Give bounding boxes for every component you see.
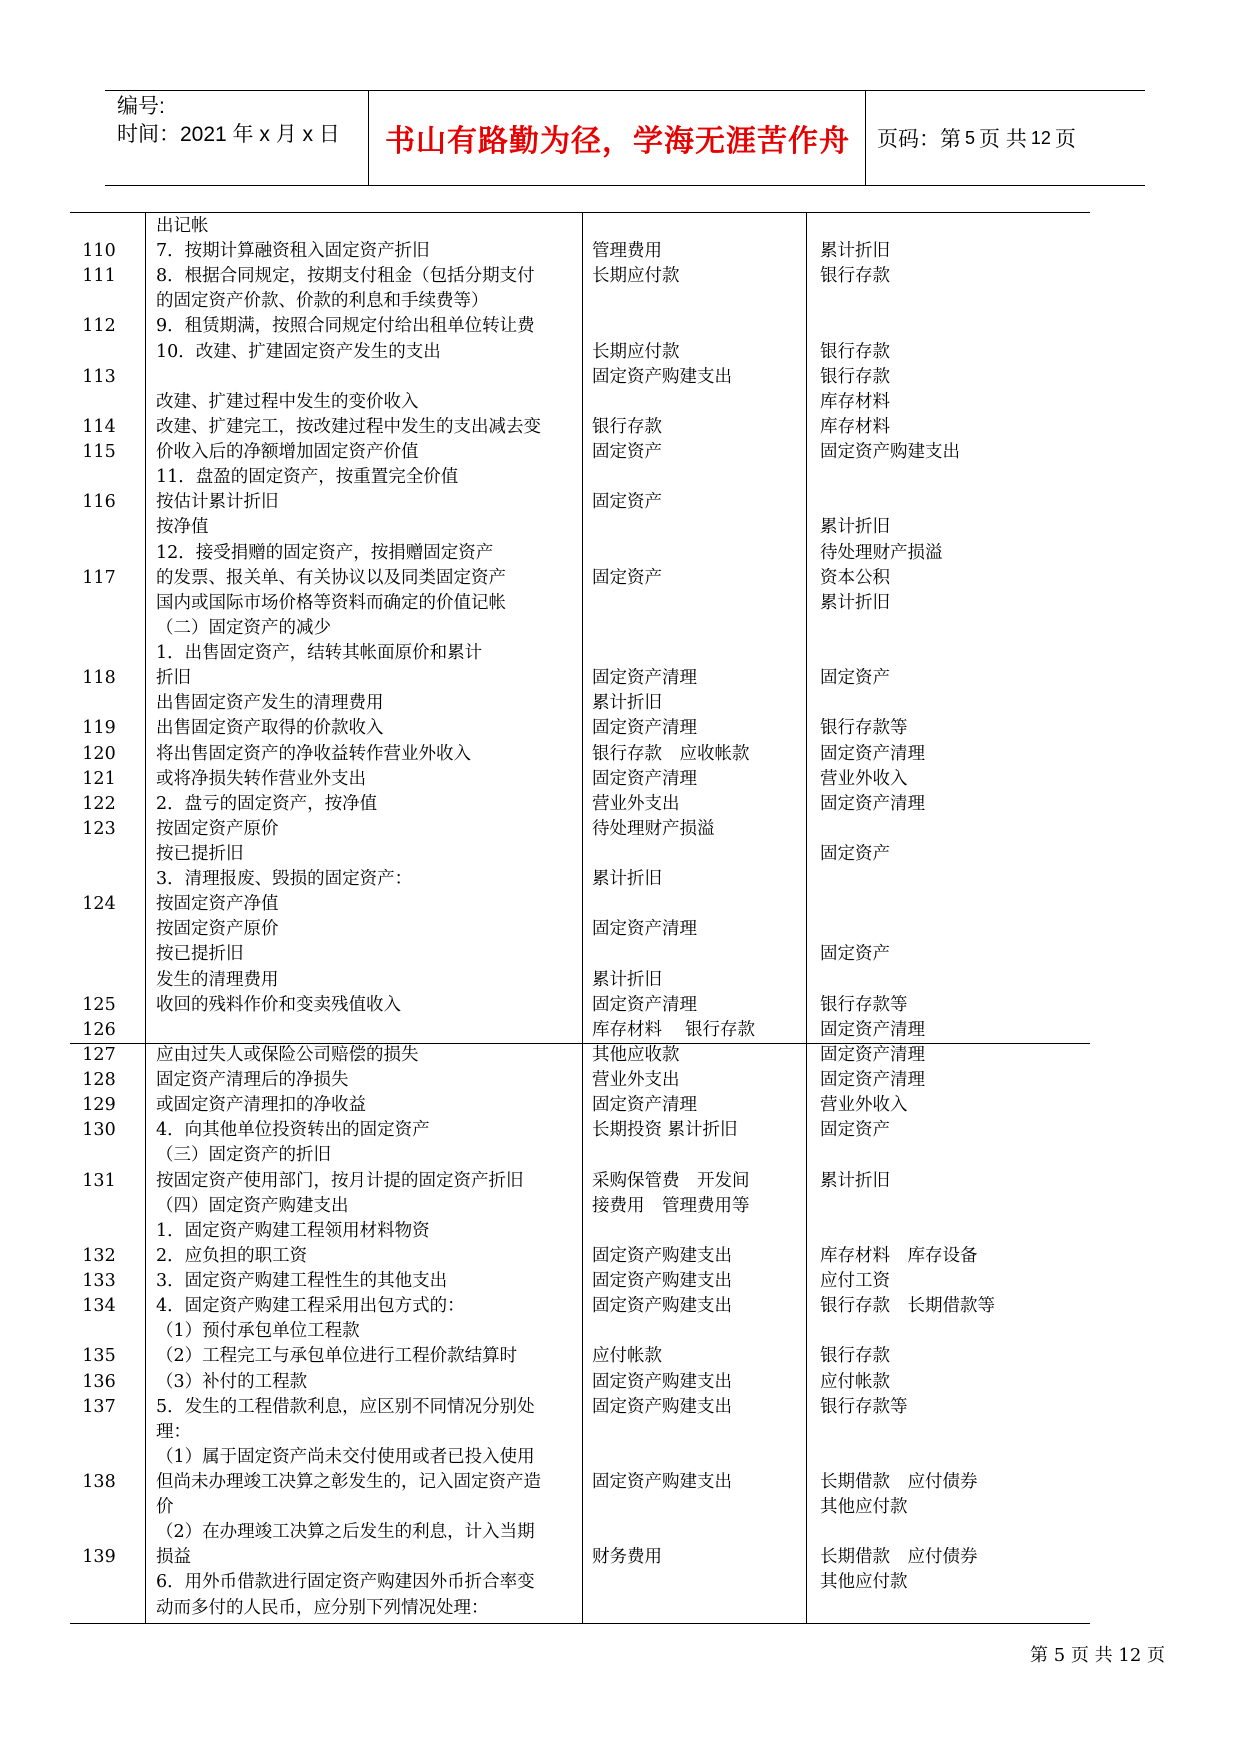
entry-number: 133 [82,1271,116,1292]
entry-debit-account: 其他应收款 [592,1044,680,1065]
entry-number: 110 [82,241,116,262]
header-left-block [117,93,340,149]
entry-description: 11．盘盈的固定资产，按重置完全价值 [156,467,459,488]
table-row [70,1596,1090,1621]
entry-number: 137 [82,1396,116,1417]
entry-description: 价 [156,1497,174,1518]
entry-description: 但尚未办理竣工决算之彰发生的，记入固定资产造 [156,1472,541,1492]
entry-description: （三）固定资产的折旧 [156,1145,331,1166]
page-footer [1030,1641,1165,1667]
entry-description: （2）工程完工与承包单位进行工程价款结算时 [156,1346,518,1367]
entry-credit-account: 库存材料 库存设备 [820,1245,978,1266]
page-mid: 页 共 [979,128,1027,151]
table-row [70,515,1090,540]
table-row [70,566,1090,591]
entry-debit-account: 固定资产 [592,442,662,463]
header-divider-left [368,91,369,185]
footer-mid: 页 共 [1070,1645,1113,1666]
entry-number: 121 [82,768,116,789]
entry-credit-account: 固定资产清理 [820,793,925,814]
table-row [70,1093,1090,1118]
table-row [70,1470,1090,1495]
entry-debit-account: 固定资产 [592,492,662,513]
entry-debit-account: 固定资产 [592,567,662,588]
table-row [70,792,1090,817]
entry-debit-account: 固定资产购建支出 [592,1296,732,1317]
entry-number: 116 [82,492,116,513]
entry-credit-account: 银行存款 [820,266,890,287]
entry-debit-account: 固定资产购建支出 [592,366,732,387]
page-header [105,90,1145,186]
entry-description: 出售固定资产取得的价款收入 [156,718,384,739]
table-row [70,1520,1090,1545]
entry-description: 按固定资产使用部门，按月计提的固定资产折旧 [156,1170,524,1191]
table-row [70,1118,1090,1143]
entry-credit-account: 固定资产清理 [820,1070,925,1091]
entry-credit-account: 银行存款 长期借款等 [820,1296,995,1317]
entry-debit-account: 固定资产清理 [592,668,697,689]
table-row [70,1018,1090,1043]
entry-debit-account: 财务费用 [592,1547,662,1568]
entry-description: 7．按期计算融资租入固定资产折旧 [156,241,430,262]
entry-description: 8．根据合同规定，按期支付租金（包括分期支付 [156,266,535,287]
entry-credit-account: 固定资产 [820,944,890,965]
table-row [70,1143,1090,1168]
table-row [70,716,1090,741]
entry-credit-account: 库存材料 [820,391,890,412]
table-row [70,1370,1090,1395]
entry-description: 的固定资产价款、价款的利息和手续费等） [156,291,489,312]
footer-suffix: 页 [1147,1645,1166,1666]
table-row [70,641,1090,666]
entry-debit-account: 营业外支出 [592,793,680,814]
table-row [70,264,1090,289]
table-row [70,1420,1090,1445]
entry-debit-account: 营业外支出 [592,1070,680,1091]
entry-description: 3．固定资产购建工程性生的其他支出 [156,1271,448,1292]
entry-credit-account: 其他应付款 [820,1572,908,1593]
entry-number: 113 [82,366,116,387]
header-page-info [877,91,1076,185]
entry-description: 国内或国际市场价格等资料而确定的价值记帐 [156,592,506,613]
entry-debit-account: 固定资产清理 [592,994,697,1015]
entry-description: 动而多付的人民币，应分别下列情况处理： [156,1597,489,1618]
table-row [70,867,1090,892]
header-motto: 书山有路勤为径，学海无涯苦作舟 [385,124,850,159]
entry-debit-account: 累计折旧 [592,969,662,990]
entry-description: 按固定资产原价 [156,818,279,839]
table-row [70,1068,1090,1093]
entry-description: 将出售固定资产的净收益转作营业外收入 [156,743,471,764]
table-row [70,842,1090,867]
table-row [70,365,1090,390]
table-row [70,490,1090,515]
entry-debit-account: 固定资产购建支出 [592,1472,732,1492]
journal-entries-table [70,212,1090,1624]
entry-credit-account: 营业外收入 [820,1095,908,1116]
entry-description: 5．发生的工程借款利息，应区别不同情况分别处 [156,1396,535,1417]
entry-debit-account: 管理费用 [592,241,662,262]
entry-number: 111 [82,266,116,287]
entry-description: 出售固定资产发生的清理费用 [156,693,384,714]
entry-debit-account: 固定资产购建支出 [592,1396,732,1417]
entry-credit-account: 累计折旧 [820,1170,890,1191]
entry-description: 按净值 [156,517,209,538]
table-row [70,214,1090,239]
entry-debit-account: 长期应付款 [592,266,680,287]
entry-description: 收回的残料作价和变卖残值收入 [156,994,401,1015]
table-row [70,666,1090,691]
entry-debit-account: 固定资产清理 [592,1095,697,1116]
table-row [70,691,1090,716]
entry-debit-account: 采购保管费 开发间 [592,1170,750,1191]
entry-number: 114 [82,416,116,437]
table-row [70,1319,1090,1344]
table-top-border [70,212,1090,213]
entry-credit-account: 库存材料 [820,416,890,437]
table-row [70,917,1090,942]
table-row [70,415,1090,440]
entry-credit-account: 累计折旧 [820,241,890,262]
table-bottom-border [70,1623,1090,1624]
entry-credit-account: 长期借款 应付债券 [820,1472,978,1492]
table-row [70,616,1090,641]
entry-credit-account: 固定资产清理 [820,743,925,764]
entry-description: 1．固定资产购建工程领用材料物资 [156,1220,430,1241]
entry-number: 135 [82,1346,116,1367]
entry-description: 价收入后的净额增加固定资产价值 [156,442,419,463]
entry-credit-account: 资本公积 [820,567,890,588]
entry-credit-account: 银行存款等 [820,718,908,739]
entry-number: 136 [82,1371,116,1392]
entry-description: 改建、扩建完工，按改建过程中发生的支出减去变 [156,416,541,437]
entry-debit-account: 固定资产购建支出 [592,1271,732,1292]
table-row [70,1344,1090,1369]
entry-description: 按已提折旧 [156,844,244,864]
entry-description: 折旧 [156,668,191,689]
entry-description: 改建、扩建过程中发生的变价收入 [156,391,419,412]
entry-number: 112 [82,316,116,337]
entry-debit-account: 累计折旧 [592,693,662,714]
entry-debit-account: 待处理财产损溢 [592,818,715,839]
entry-credit-account: 银行存款 [820,366,890,387]
entry-number: 124 [82,894,116,915]
entry-credit-account: 固定资产 [820,668,890,689]
entry-number: 134 [82,1296,116,1317]
entry-number: 131 [82,1170,116,1191]
entry-number: 123 [82,818,116,839]
entry-credit-account: 固定资产清理 [820,1044,925,1065]
entry-description: （1）预付承包单位工程款 [156,1321,360,1342]
table-row [70,465,1090,490]
entry-credit-account: 长期借款 应付债券 [820,1547,978,1568]
table-row [70,289,1090,314]
entry-description: 3．清理报废、毁损的固定资产： [156,869,413,890]
entry-description: 2．应负担的职工资 [156,1245,308,1266]
entry-number: 126 [82,1019,116,1040]
entry-number: 139 [82,1547,116,1568]
entry-credit-account: 其他应付款 [820,1497,908,1518]
entry-number: 115 [82,442,116,463]
table-row [70,817,1090,842]
table-row [70,1545,1090,1570]
entry-description: 发生的清理费用 [156,969,279,990]
entry-description: 按固定资产原价 [156,919,279,940]
entry-number: 138 [82,1472,116,1492]
entry-debit-account: 应付帐款 [592,1346,662,1367]
entry-description: 按已提折旧 [156,944,244,965]
entry-description: 4．固定资产购建工程采用出包方式的： [156,1296,465,1317]
entry-number: 132 [82,1245,116,1266]
entry-number: 119 [82,718,116,739]
entry-number: 118 [82,668,116,689]
table-row [70,1495,1090,1520]
table-row [70,1570,1090,1595]
entry-credit-account: 银行存款 [820,341,890,362]
entry-description: 或将净损失转作营业外支出 [156,768,366,789]
entry-description: （3）补付的工程款 [156,1371,308,1392]
entry-credit-account: 银行存款等 [820,994,908,1015]
entry-debit-account: 长期应付款 [592,341,680,362]
table-row [70,1219,1090,1244]
entry-debit-account: 银行存款 应收帐款 [592,743,750,764]
entry-description: （二）固定资产的减少 [156,617,331,638]
entry-credit-account: 累计折旧 [820,517,890,538]
entry-description: （四）固定资产购建支出 [156,1195,349,1216]
entry-credit-account: 固定资产 [820,844,890,864]
entry-description: 12．接受捐赠的固定资产，按捐赠固定资产 [156,542,494,563]
entry-number: 130 [82,1120,116,1141]
table-row [70,1445,1090,1470]
entry-description: 的发票、报关单、有关协议以及同类固定资产 [156,567,506,588]
page-number: 5 [965,127,976,148]
entry-debit-account: 接费用 管理费用等 [592,1195,750,1216]
entry-credit-account: 固定资产清理 [820,1019,925,1040]
entry-description: 10．改建、扩建固定资产发生的支出 [156,341,441,362]
table-row [70,1043,1090,1068]
table-row [70,591,1090,616]
table-row [70,340,1090,365]
entry-credit-account: 营业外收入 [820,768,908,789]
entry-description: 按估计累计折旧 [156,492,279,513]
entry-description: 2．盘亏的固定资产，按净值 [156,793,378,814]
footer-page-number: 5 [1053,1645,1066,1666]
entry-credit-account: 固定资产购建支出 [820,442,960,463]
table-row [70,1395,1090,1420]
table-row [70,892,1090,917]
entry-number: 129 [82,1095,116,1116]
page-total: 12 [1030,127,1051,148]
entry-debit-account: 固定资产购建支出 [592,1371,732,1392]
time-label: 时间：2021 年 x 月 x 日 [117,123,340,146]
footer-prefix: 第 [1030,1645,1048,1666]
footer-page-total: 12 [1118,1645,1142,1666]
entry-credit-account: 累计折旧 [820,592,890,613]
table-row [70,1194,1090,1219]
table-row [70,390,1090,415]
entry-debit-account: 固定资产购建支出 [592,1245,732,1266]
entry-description: 固定资产清理后的净损失 [156,1070,349,1091]
entry-description: 或固定资产清理扣的净收益 [156,1095,366,1116]
table-row [70,1294,1090,1319]
table-row [70,993,1090,1018]
entry-debit-account: 固定资产清理 [592,919,697,940]
entry-credit-account: 应付帐款 [820,1371,890,1392]
header-divider-right [865,91,866,185]
table-row [70,1244,1090,1269]
entry-credit-account: 银行存款等 [820,1396,908,1417]
entry-description: 6．用外币借款进行固定资产购建因外币折合率变 [156,1572,535,1593]
table-row [70,239,1090,264]
entry-debit-account: 长期投资 累计折旧 [592,1120,738,1141]
entry-credit-account: 银行存款 [820,1346,890,1367]
table-row [70,942,1090,967]
entry-number: 128 [82,1070,116,1091]
entry-credit-account: 待处理财产损溢 [820,542,943,563]
entry-number: 127 [82,1044,116,1065]
entry-number: 122 [82,793,116,814]
table-row [70,968,1090,993]
page-prefix: 页码：第 [877,128,961,151]
table-row [70,314,1090,339]
entry-debit-account: 库存材料 银行存款 [592,1019,756,1040]
entry-description: 9．租赁期满，按照合同规定付给出租单位转让费 [156,316,535,337]
table-row [70,440,1090,465]
entry-debit-account: 固定资产清理 [592,718,697,739]
entry-description: 出记帐 [156,216,209,236]
entry-credit-account: 应付工资 [820,1271,890,1292]
table-row [70,767,1090,792]
serial-label: 编号: [117,95,165,118]
entry-description: 1．出售固定资产，结转其帐面原价和累计 [156,643,483,664]
entry-number: 120 [82,743,116,764]
entry-description: 应由过失人或保险公司赔偿的损失 [156,1044,419,1065]
table-row [70,1169,1090,1194]
entry-debit-account: 累计折旧 [592,869,662,890]
entry-description: 4．向其他单位投资转出的固定资产 [156,1120,430,1141]
page-suffix: 页 [1054,128,1076,151]
entry-number: 125 [82,994,116,1015]
table-row [70,742,1090,767]
table-row [70,1269,1090,1294]
entry-credit-account: 固定资产 [820,1120,890,1141]
entry-description: （2）在办理竣工决算之后发生的利息，计入当期 [156,1522,535,1543]
entry-description: （1）属于固定资产尚未交付使用或者已投入使用 [156,1446,535,1467]
entry-description: 理： [156,1421,191,1442]
table-row [70,541,1090,566]
entry-debit-account: 银行存款 [592,416,662,437]
entry-debit-account: 固定资产清理 [592,768,697,789]
entry-number: 117 [82,567,116,588]
entry-description: 按固定资产净值 [156,894,279,915]
entry-description: 损益 [156,1547,191,1568]
